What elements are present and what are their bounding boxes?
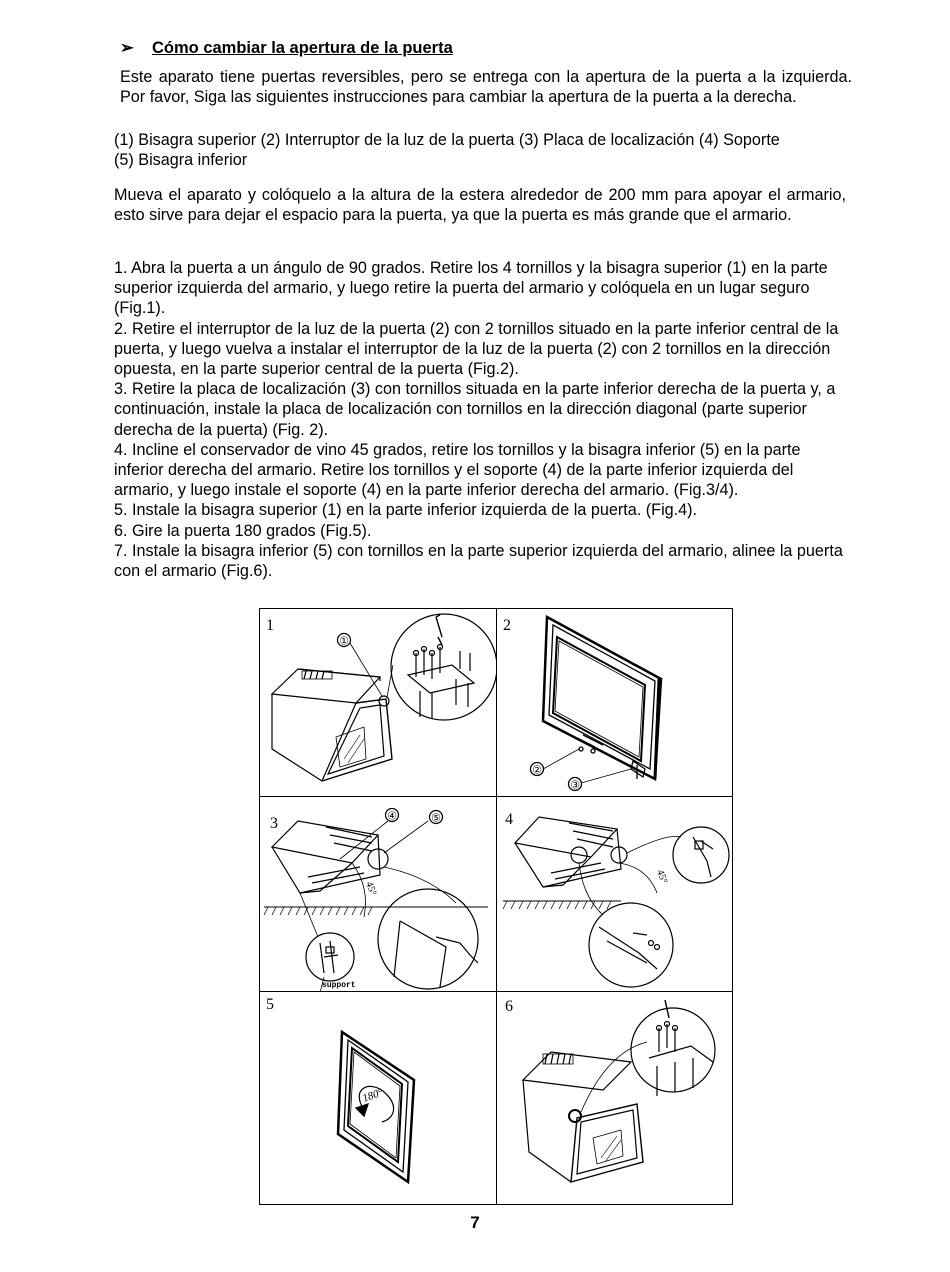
step-2: 2. Retire el interruptor de la luz de la puerta (2) con 2 tornillos situado en la parte inferior central de la puerta, y luego vuelva a instalar el interruptor de la luz de la puerta (2) con 2 tornillos en la dirección opuesta, en la parte superior central de la puerta (Fig.2). xyxy=(114,319,839,379)
figure-3-angle: 45° xyxy=(363,880,379,898)
figure-3-callout-b: ⑤ xyxy=(431,812,441,825)
move-paragraph: Mueva el aparato y colóquelo a la altura de la estera alrededor de 200 mm para apoyar el armario, esto sirve para dejar el espacio para la puerta, ya que la puerta es más grande que el armario. xyxy=(114,186,846,225)
section-title: Cómo cambiar la apertura de la puerta xyxy=(152,39,453,57)
figure-3-callout-a: ④ xyxy=(387,810,397,823)
figure-1-drawing xyxy=(260,609,496,796)
figure-6-number: 6 xyxy=(505,998,513,1015)
figure-4-drawing xyxy=(497,797,733,991)
figure-2-callout-b: ③ xyxy=(570,779,580,792)
figure-4-number: 4 xyxy=(505,811,513,828)
figure-4 xyxy=(497,797,733,992)
step-4: 4. Incline el conservador de vino 45 grados, retire los tornillos y la bisagra inferior (5) en la parte inferior derecha del armario. Retire los tornillos y el soporte (4) de la parte inferior izquierda del armario, y luego instale el soporte (4) en la parte inferior derecha del armario. (Fig.3/4). xyxy=(114,440,801,500)
arrow-bullet-icon: ➢ xyxy=(120,39,134,57)
figure-3-support-label: support xyxy=(322,981,356,990)
figure-2-number: 2 xyxy=(503,617,511,634)
figure-1-number: 1 xyxy=(266,617,274,634)
figure-6-drawing xyxy=(497,992,733,1204)
figure-5 xyxy=(260,992,497,1205)
step-7: 7. Instale la bisagra inferior (5) con tornillos en la parte superior izquierda del armario, alinee la puerta con el armario (Fig.6). xyxy=(114,541,843,581)
page-number: 7 xyxy=(470,1213,480,1232)
figure-grid xyxy=(259,608,733,1205)
steps-list xyxy=(114,258,850,581)
section-heading xyxy=(120,38,453,58)
intro-paragraph: Este aparato tiene puertas reversibles, pero se entrega con la apertura de la puerta a la izquierda. Por favor, Siga las siguientes instrucciones para cambiar la apertura de la puerta a la derecha. xyxy=(120,68,852,107)
figure-1-callout: ① xyxy=(339,635,349,648)
parts-line-2: (5) Bisagra inferior xyxy=(114,151,248,170)
figure-2-drawing xyxy=(497,609,733,796)
step-3: 3. Retire la placa de localización (3) con tornillos situada en la parte inferior derecha de la puerta y, a continuación, instale la placa de localización con tornillos en la dirección diagonal (parte superior derecha de la puerta) (Fig. 2). xyxy=(114,380,836,439)
figure-5-drawing xyxy=(260,992,496,1204)
figure-4-angle: 45° xyxy=(654,868,670,886)
figure-2 xyxy=(497,609,733,797)
parts-line-1: (1) Bisagra superior (2) Interruptor de la luz de la puerta (3) Placa de localización (4) Soporte xyxy=(114,131,780,149)
figure-2-callout-a: ② xyxy=(532,764,542,777)
step-5: 5. Instale la bisagra superior (1) en la parte inferior izquierda de la puerta. (Fig.4). xyxy=(114,501,698,520)
figure-1 xyxy=(260,609,497,797)
step-6: 6. Gire la puerta 180 grados (Fig.5). xyxy=(114,521,372,540)
figure-5-number: 5 xyxy=(266,996,274,1013)
figure-3-number: 3 xyxy=(270,815,278,832)
parts-list xyxy=(114,130,874,170)
figure-3-drawing xyxy=(260,797,496,991)
step-1: 1. Abra la puerta a un ángulo de 90 grados. Retire los 4 tornillos y la bisagra superior (1) en la parte superior izquierda del armario, y luego retire la puerta del armario y colóquela en un lugar seguro (Fig.1). xyxy=(114,259,828,318)
figure-6 xyxy=(497,992,733,1205)
figure-5-rotation: 180° xyxy=(360,1086,385,1105)
figure-3 xyxy=(260,797,497,992)
